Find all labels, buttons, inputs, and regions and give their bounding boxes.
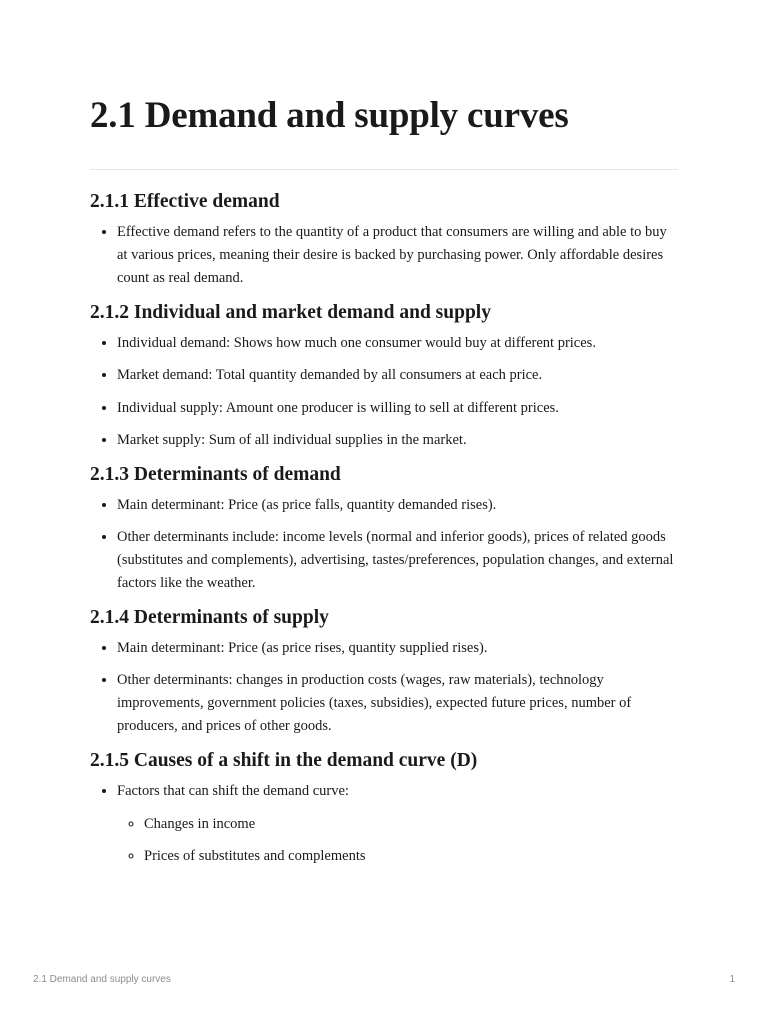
sub-bullet-item: ◦ Changes in income xyxy=(144,813,678,836)
footer-page-number: 1 xyxy=(729,974,735,985)
bullet-list-demand-shift xyxy=(90,780,678,869)
section-heading-determinants-supply: 2.1.4 Determinants of supply xyxy=(90,606,329,628)
bullet-item: • Main determinant: Price (as price rises, quantity supplied rises). xyxy=(117,637,678,660)
bullet-item xyxy=(117,780,678,869)
bullet-list-determinants-supply xyxy=(90,637,678,739)
bullet-item-text: Factors that can shift the demand curve: xyxy=(117,782,349,799)
sub-bullet-list xyxy=(117,813,678,869)
footer-title: 2.1 Demand and supply curves xyxy=(33,974,171,985)
section-heading-determinants-demand: 2.1.3 Determinants of demand xyxy=(90,463,341,485)
bullet-item: • Market supply: Sum of all individual supplies in the market. xyxy=(117,429,678,452)
section-heading-demand-shift: 2.1.5 Causes of a shift in the demand curve (D) xyxy=(90,749,478,771)
bullet-list-individual-market xyxy=(90,332,678,453)
page-title: 2.1 Demand and supply curves xyxy=(90,95,569,136)
title-divider xyxy=(90,169,678,170)
bullet-item: • Effective demand refers to the quantity of a product that consumers are willing and able to buy at various prices, meaning their desire is backed by purchasing power. Only affordable desires count as real demand. xyxy=(117,221,678,290)
bullet-item: • Individual demand: Shows how much one consumer would buy at different prices. xyxy=(117,332,678,355)
section-heading-individual-market: 2.1.2 Individual and market demand and supply xyxy=(90,301,491,323)
bullet-item: • Individual supply: Amount one producer is willing to sell at different prices. xyxy=(117,397,678,420)
bullet-item: • Market demand: Total quantity demanded by all consumers at each price. xyxy=(117,364,678,387)
sub-bullet-item: ◦ Prices of substitutes and complements xyxy=(144,845,678,868)
bullet-item: • Other determinants include: income levels (normal and inferior goods), prices of related goods (substitutes and complements), advertising, tastes/preferences, population changes, and external factors like the weather. xyxy=(117,526,678,595)
bullet-list-determinants-demand xyxy=(90,494,678,596)
bullet-list-effective-demand xyxy=(90,221,678,290)
bullet-item: • Other determinants: changes in production costs (wages, raw materials), technology improvements, government policies (taxes, subsidies), expected future prices, number of producers, and prices of other goods. xyxy=(117,669,678,738)
section-heading-effective-demand: 2.1.1 Effective demand xyxy=(90,191,280,212)
page-content xyxy=(90,92,678,878)
bullet-item: • Main determinant: Price (as price falls, quantity demanded rises). xyxy=(117,494,678,517)
